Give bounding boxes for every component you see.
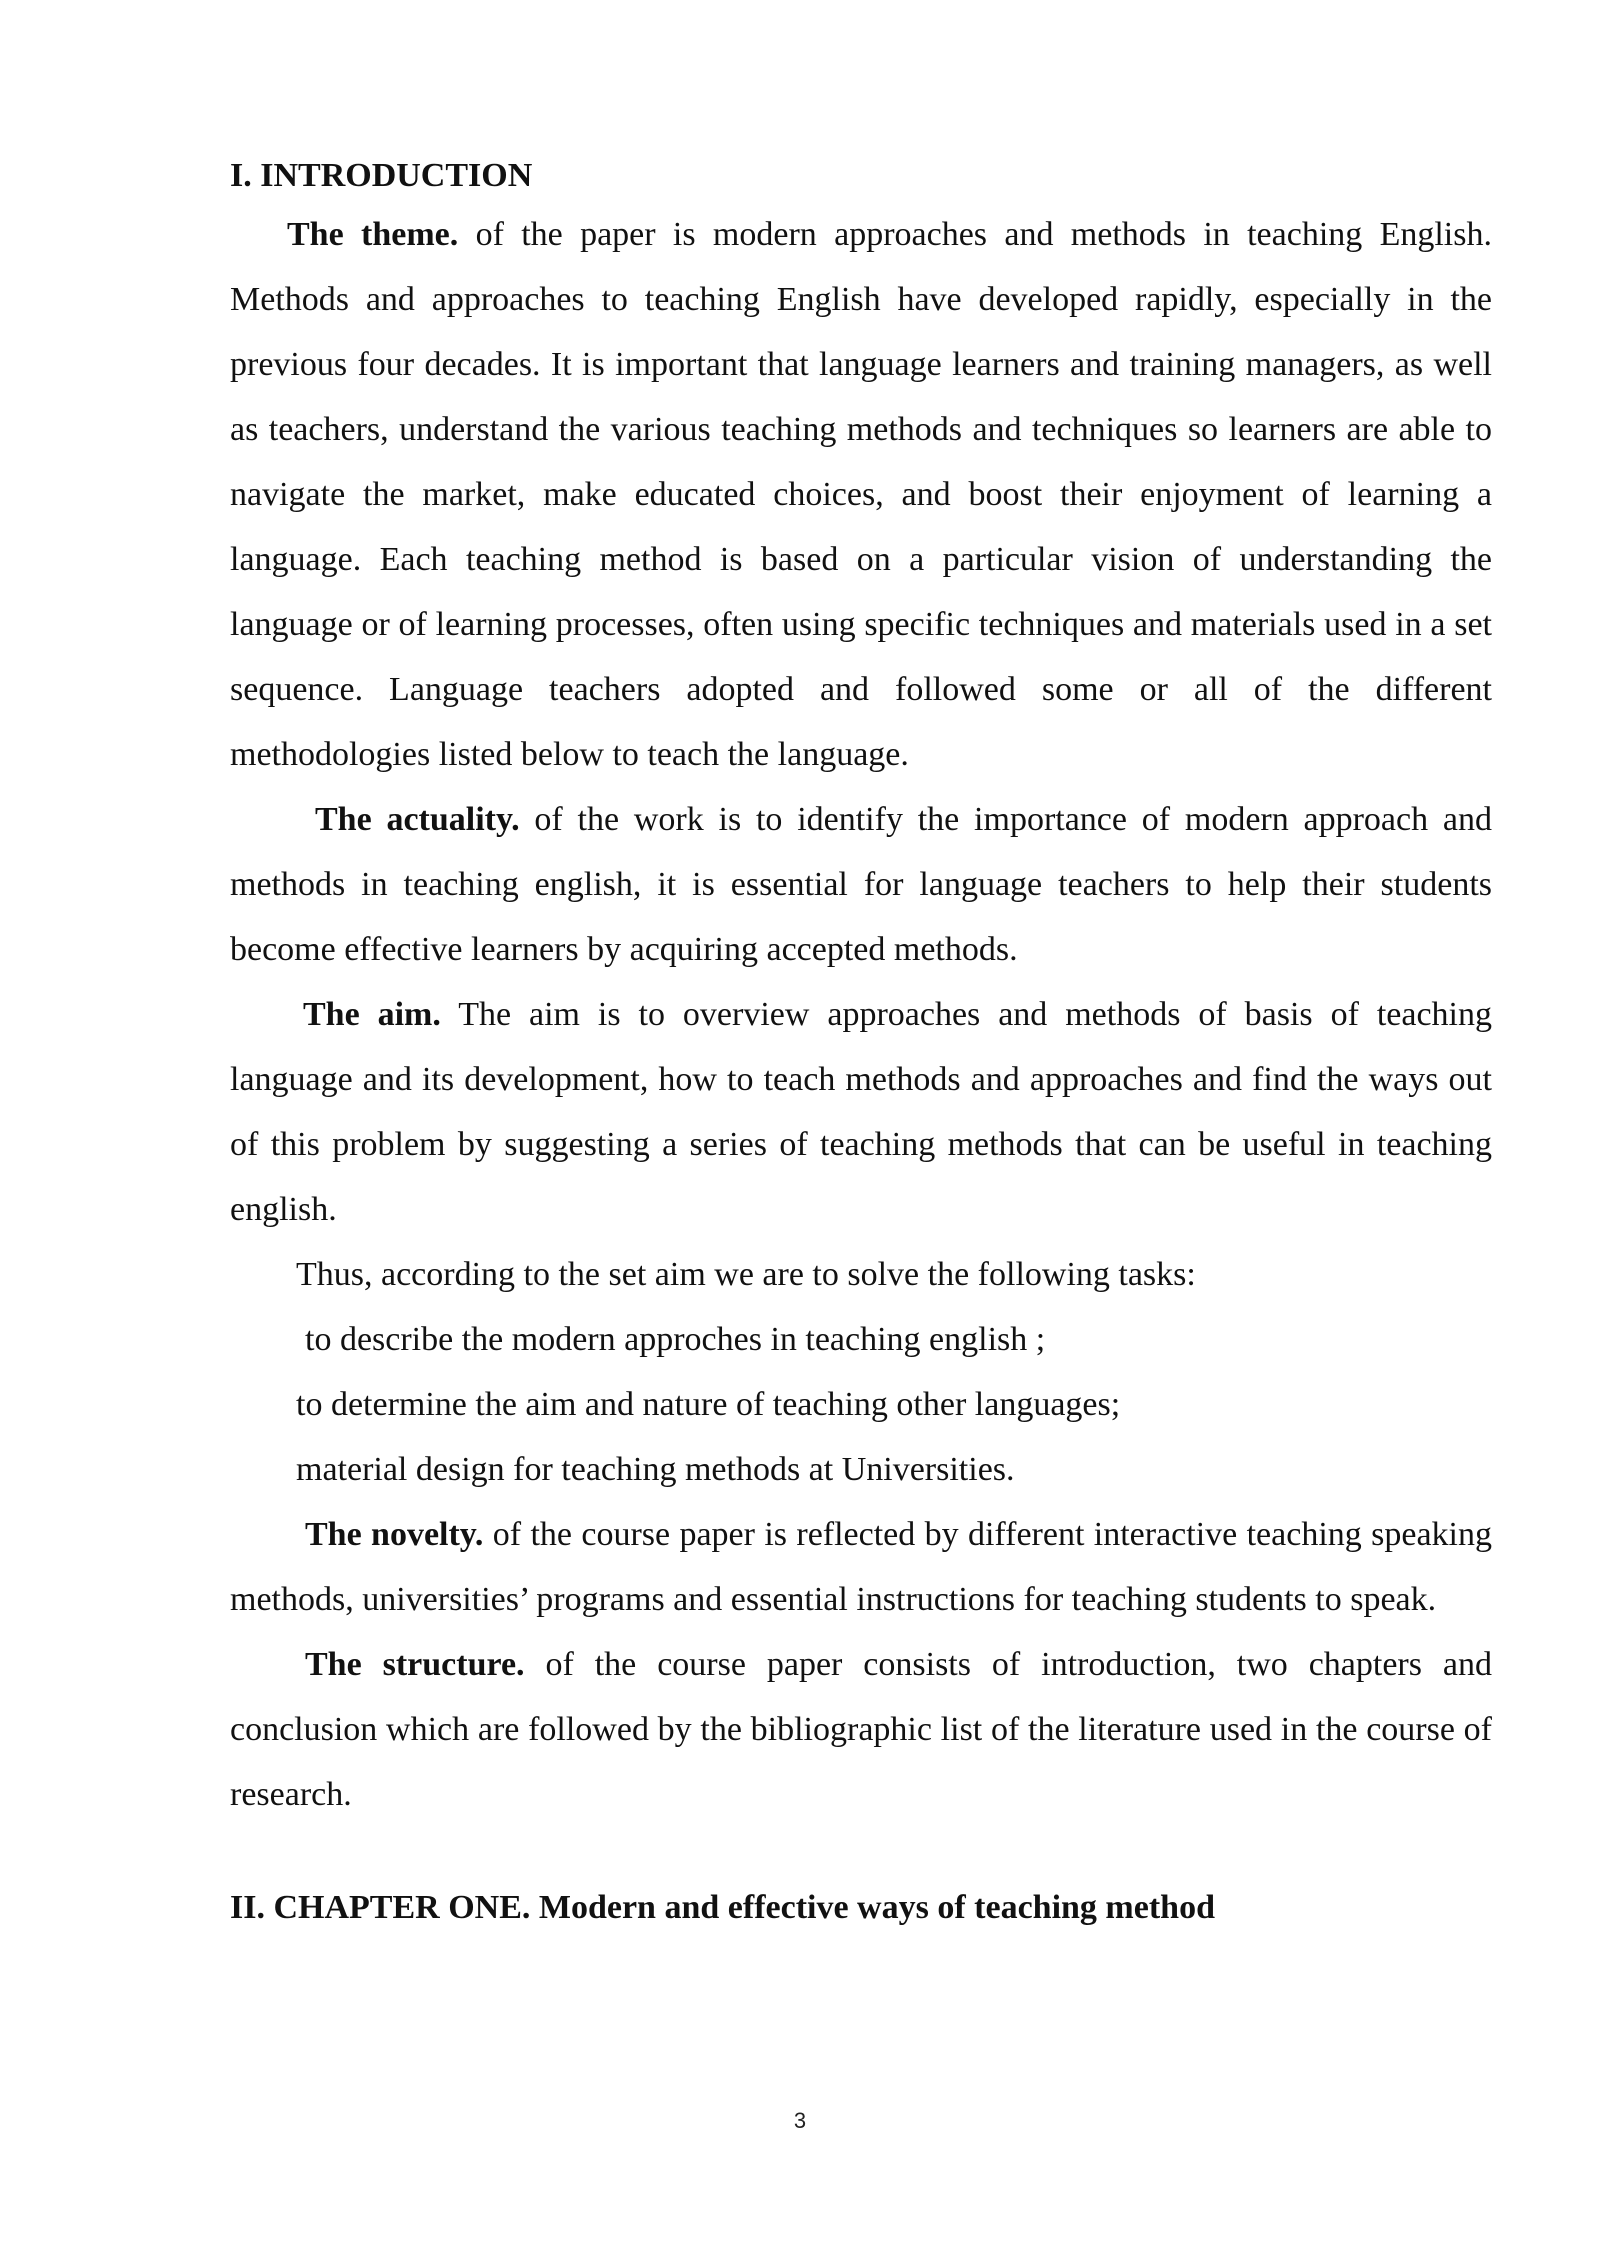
- paragraph-actuality-text: of the work is to identify the importance of modern approach and methods in teaching english, it is essential for language teachers to help their students become effective learners by acquiring accepted methods.: [230, 801, 1492, 968]
- page-content: [230, 150, 1492, 1934]
- page-number: 3: [793, 2108, 807, 2133]
- paragraph-theme-lead: The theme.: [287, 216, 459, 253]
- section-heading: I. INTRODUCTION: [230, 157, 533, 194]
- paragraph-structure-lead: The structure.: [305, 1646, 525, 1683]
- paragraph-aim-text: The aim is to overview approaches and methods of basis of teaching language and its development, how to teach methods and approaches and find the ways out of this problem by suggesting a series of teaching methods that can be useful in teaching english.: [230, 996, 1493, 1228]
- task-item: material design for teaching methods at Universities.: [296, 1451, 1015, 1488]
- paragraph-aim: [230, 982, 1492, 1242]
- paragraph-theme: [230, 202, 1492, 787]
- spacer: [230, 1827, 1492, 1882]
- paragraph-actuality: [230, 787, 1492, 982]
- task-item: to describe the modern approches in teaching english ;: [305, 1321, 1046, 1358]
- paragraph-aim-lead: The aim.: [303, 996, 441, 1033]
- task-item: to determine the aim and nature of teaching other languages;: [296, 1386, 1121, 1423]
- paragraph-theme-text: of the paper is modern approaches and methods in teaching English. Methods and approaches to teaching English have developed rapidly, especially in the previous four decades. It is important that language learners and training managers, as well as teachers, understand the various teaching methods and techniques so learners are able to navigate the market, make educated choices, and boost their enjoyment of learning a language. Each teaching method is based on a particular vision of understanding the language or of learning processes, often using specific techniques and materials used in a set sequence. Language teachers adopted and followed some or all of the different methodologies listed below to teach the language.: [230, 216, 1492, 773]
- chapter-heading: II. CHAPTER ONE. Modern and effective ways of teaching method: [230, 1889, 1215, 1926]
- paragraph-novelty: [230, 1502, 1492, 1632]
- paragraph-structure-text: of the course paper consists of introduction, two chapters and conclusion which are followed by the bibliographic list of the literature used in the course of research.: [230, 1646, 1492, 1813]
- paragraph-actuality-lead: The actuality.: [315, 801, 520, 838]
- paragraph-structure: [230, 1632, 1492, 1827]
- paragraph-novelty-text: of the course paper is reflected by different interactive teaching speaking methods, universities’ programs and essential instructions for teaching students to speak.: [230, 1516, 1492, 1618]
- paragraph-novelty-lead: The novelty.: [305, 1516, 484, 1553]
- tasks-intro: Thus, according to the set aim we are to solve the following tasks:: [296, 1256, 1196, 1293]
